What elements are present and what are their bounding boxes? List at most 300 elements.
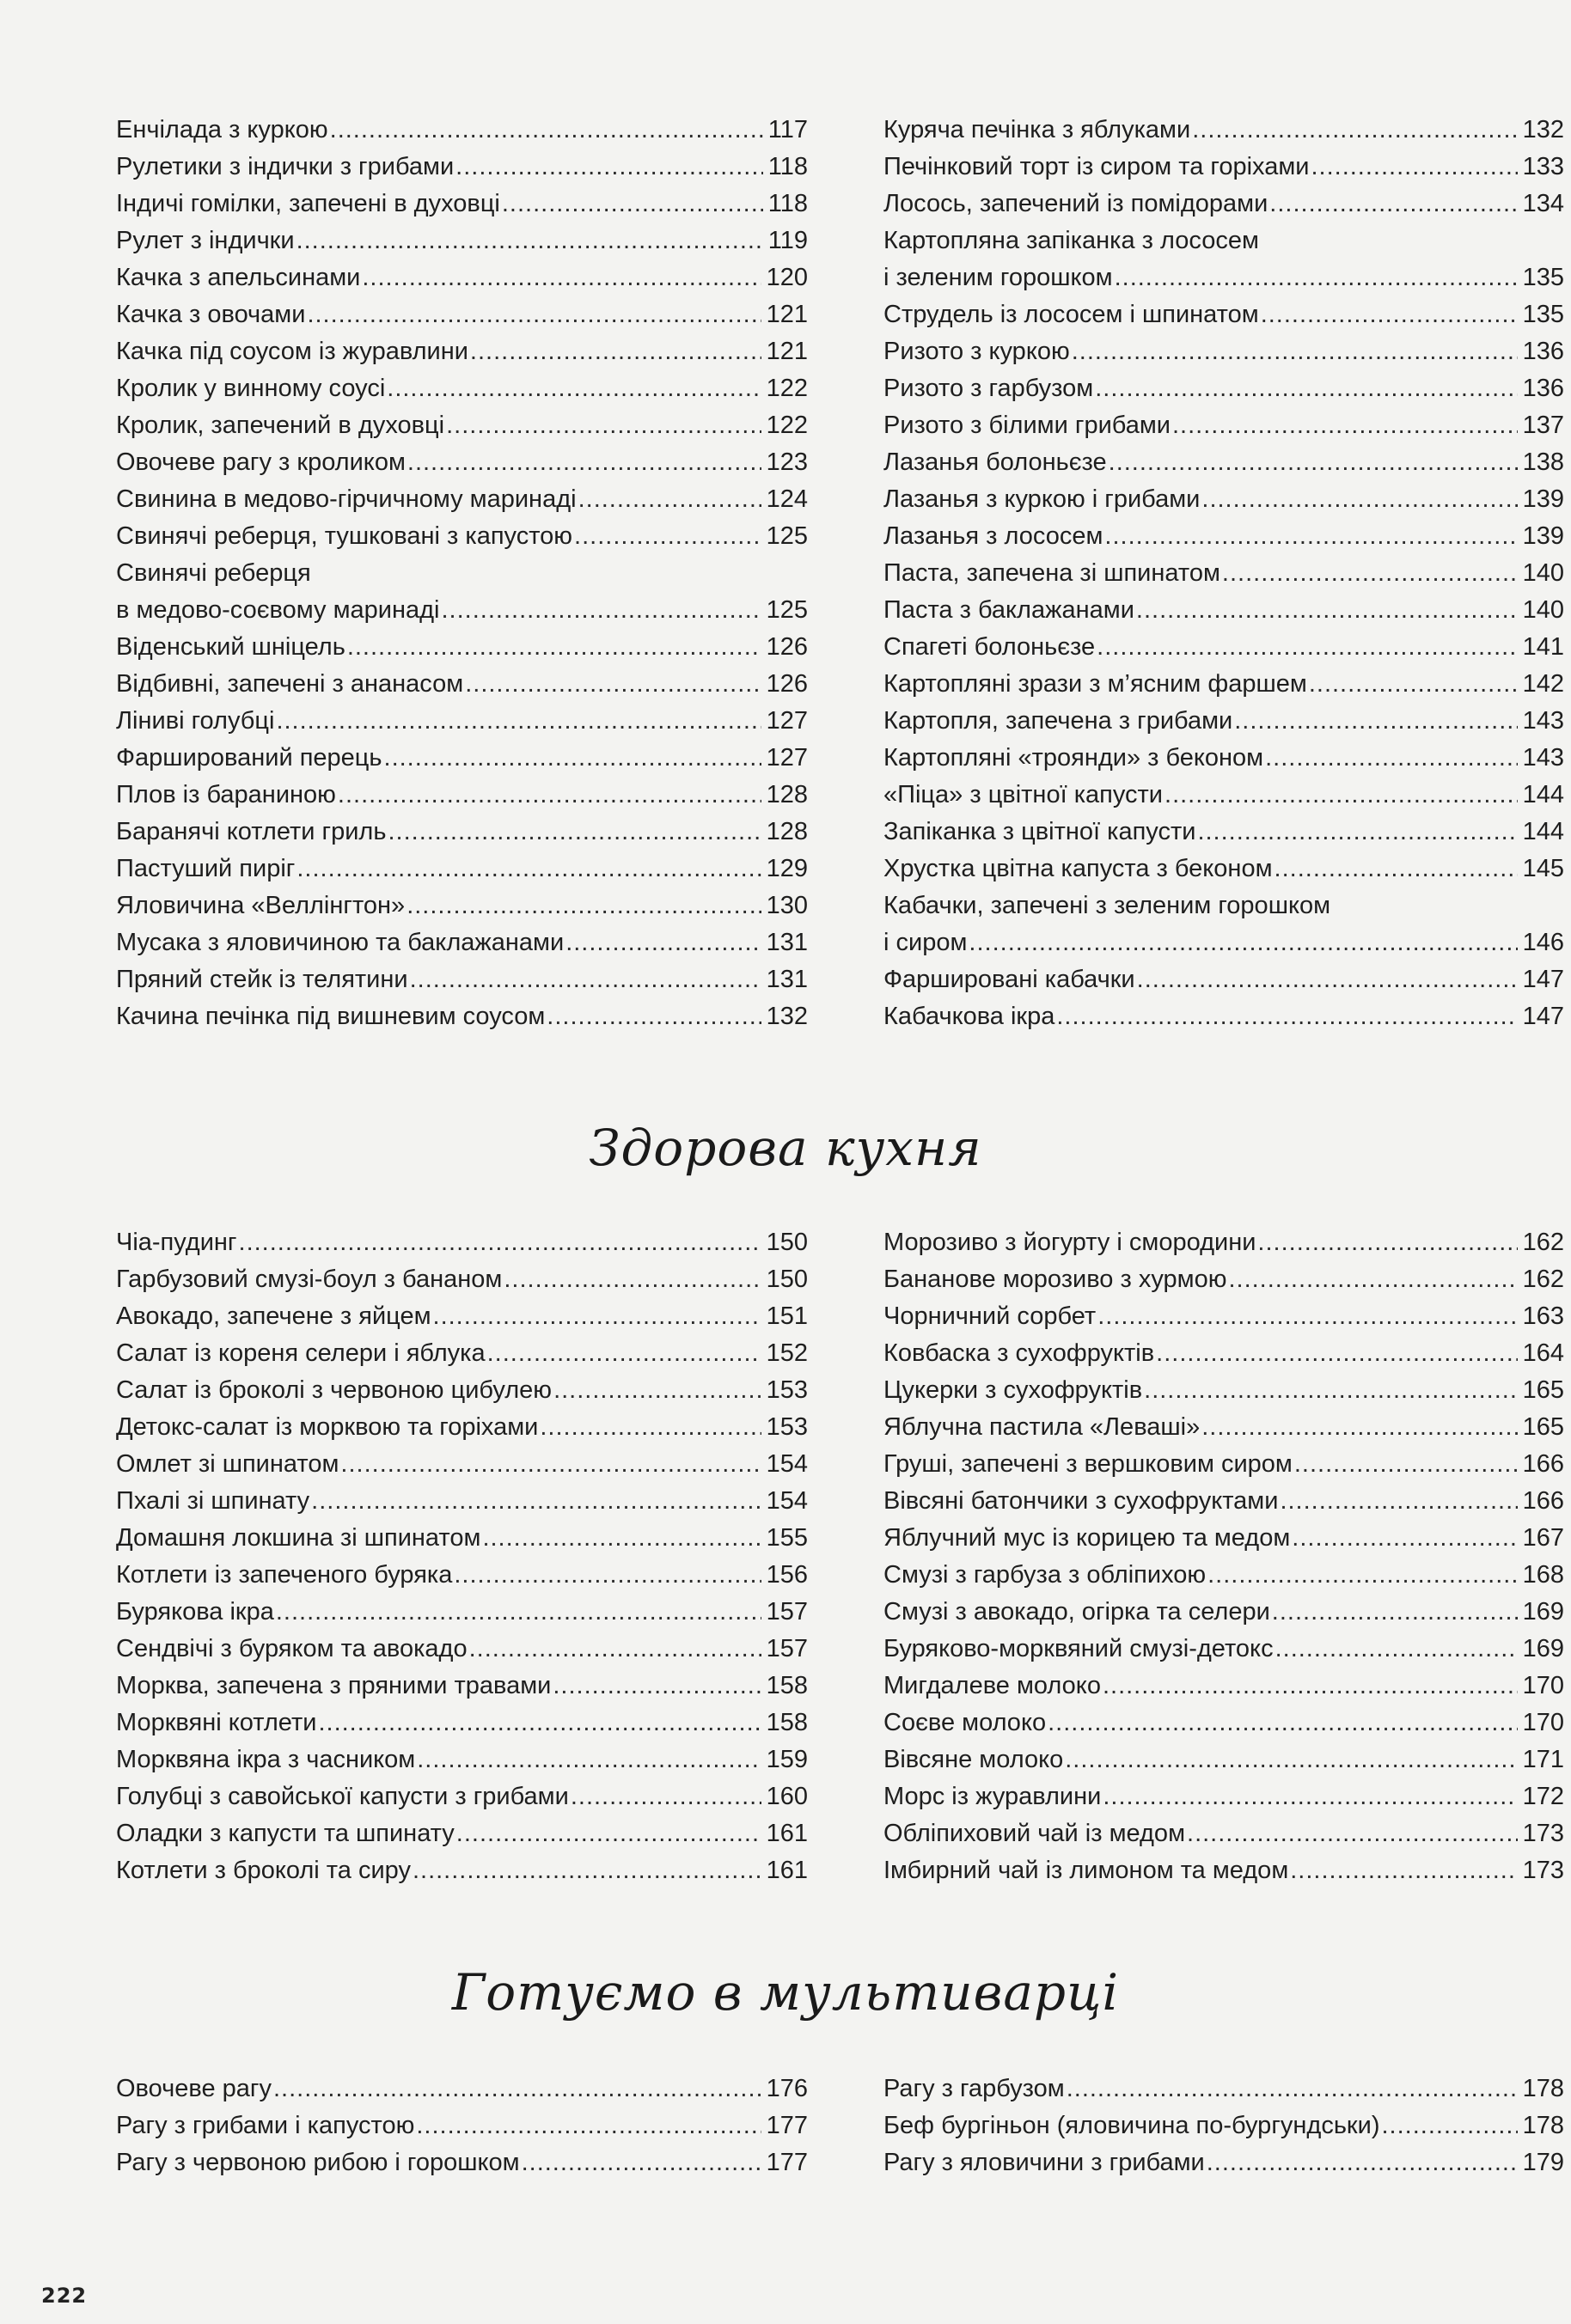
entry-page-number: 158 — [766, 1672, 808, 1699]
dot-leader — [502, 186, 763, 223]
dot-leader — [433, 1298, 761, 1335]
toc-entry — [883, 1298, 1564, 1335]
entry-page-number: 154 — [766, 1487, 808, 1515]
dot-leader — [1269, 186, 1517, 223]
entry-title-line-2: в медово-соєвому маринаді — [116, 596, 440, 624]
toc-entry — [883, 777, 1564, 814]
entry-title: Овочеве рагу з кроликом — [116, 448, 406, 476]
toc-entry — [116, 1372, 808, 1409]
toc-entry — [883, 112, 1564, 149]
entry-page-number: 160 — [766, 1783, 808, 1810]
toc-entry — [116, 666, 808, 703]
entry-title: Імбирний чай із лимоном та медом — [883, 1857, 1289, 1884]
toc-entry — [883, 1705, 1564, 1741]
entry-page-number: 127 — [766, 744, 808, 772]
dot-leader — [1280, 1483, 1517, 1520]
toc-entry — [883, 1224, 1564, 1261]
entry-title: Сендвічі з буряком та авокадо — [116, 1635, 468, 1662]
entry-title: Бурякова ікра — [116, 1598, 274, 1626]
dot-leader — [1072, 333, 1518, 370]
toc-entry — [116, 1741, 808, 1778]
entry-page-number: 131 — [766, 929, 808, 956]
toc-entry — [883, 1852, 1564, 1889]
toc-entry — [116, 149, 808, 186]
toc-entry — [116, 112, 808, 149]
entry-title: Кролик, запечений в духовці — [116, 412, 445, 439]
entry-page-number: 128 — [766, 781, 808, 808]
entry-page-number: 133 — [1522, 153, 1564, 180]
dot-leader — [1294, 1446, 1518, 1483]
toc-entry — [883, 2144, 1564, 2181]
toc-entry — [883, 186, 1564, 223]
toc-entry — [116, 407, 808, 444]
toc-entry — [883, 1409, 1564, 1446]
toc-entry — [883, 703, 1564, 740]
toc-entry — [883, 740, 1564, 777]
toc-entry — [883, 851, 1564, 888]
toc-entry — [116, 1852, 808, 1889]
entry-title: Груші, запечені з вершковим сиром — [883, 1450, 1293, 1478]
entry-title: Домашня локшина зі шпинатом — [116, 1524, 481, 1552]
entry-title: Картопляні «троянди» з беконом — [883, 744, 1264, 772]
dot-leader — [388, 814, 761, 851]
dot-leader — [571, 1778, 761, 1815]
entry-title: Фаршировані кабачки — [883, 966, 1135, 993]
dot-leader — [574, 518, 761, 555]
toc-entry — [883, 1557, 1564, 1594]
entry-page-number: 123 — [766, 448, 808, 476]
toc-entry — [116, 1261, 808, 1298]
entry-page-number: 126 — [766, 633, 808, 661]
toc-column-right — [883, 1224, 1564, 1889]
entry-page-number: 164 — [1522, 1339, 1564, 1367]
entry-title-line-1: Свинячі реберця — [116, 559, 311, 587]
entry-title: Вівсяне молоко — [883, 1746, 1064, 1773]
toc-column-left — [116, 1224, 808, 1889]
dot-leader — [1109, 444, 1518, 481]
dot-leader — [296, 851, 761, 888]
entry-title: Чорничний сорбет — [883, 1302, 1097, 1330]
toc-entry — [883, 666, 1564, 703]
toc-entry — [883, 1668, 1564, 1705]
dot-leader — [362, 259, 761, 296]
dot-leader — [446, 407, 761, 444]
dot-leader — [417, 1741, 761, 1778]
entry-title: Котлети із запеченого буряка — [116, 1561, 453, 1589]
toc-entry — [116, 777, 808, 814]
dot-leader — [1222, 555, 1518, 592]
entry-title: Яблучна пастила «Леваші» — [883, 1413, 1201, 1441]
dot-leader — [1275, 851, 1518, 888]
entry-page-number: 138 — [1522, 448, 1564, 476]
toc-entry — [116, 223, 808, 259]
entry-page-number: 150 — [766, 1266, 808, 1293]
dot-leader — [454, 1557, 761, 1594]
entry-title: Хрустка цвітна капуста з беконом — [883, 855, 1273, 882]
entry-title: Омлет зі шпинатом — [116, 1450, 339, 1478]
dot-leader — [1234, 703, 1517, 740]
entry-title: Лазанья з лососем — [883, 522, 1103, 550]
toc-entry — [116, 370, 808, 407]
dot-leader — [318, 1705, 761, 1741]
entry-title: Беф бургіньон (яловичина по-бургундськи) — [883, 2112, 1380, 2139]
entry-title: Лазанья болоньєзе — [883, 448, 1107, 476]
toc-entry — [883, 370, 1564, 407]
dot-leader — [311, 1483, 761, 1520]
toc-column-right — [883, 112, 1564, 1035]
toc-entry — [116, 888, 808, 924]
entry-title: Струдель із лососем і шпинатом — [883, 301, 1259, 328]
entry-title: Оладки з капусти та шпинату — [116, 1820, 455, 1847]
toc-entry — [883, 555, 1564, 592]
entry-title: Детокс-салат із морквою та горіхами — [116, 1413, 539, 1441]
toc-entry — [116, 481, 808, 518]
entry-title: «Піца» з цвітної капусти — [883, 781, 1164, 808]
entry-page-number: 147 — [1522, 966, 1564, 993]
dot-leader — [553, 1668, 761, 1705]
entry-title: Печінковий торт із сиром та горіхами — [883, 153, 1310, 180]
toc-entry — [116, 629, 808, 666]
entry-title: Мусака з яловичиною та баклажанами — [116, 929, 565, 956]
dot-leader — [1201, 481, 1517, 518]
entry-title: Куряча печінка з яблуками — [883, 116, 1191, 143]
dot-leader — [442, 592, 761, 629]
entry-page-number: 130 — [766, 892, 808, 919]
dot-leader — [469, 1631, 761, 1668]
entry-page-number: 140 — [1522, 596, 1564, 624]
entry-page-number: 171 — [1522, 1746, 1564, 1773]
entry-title: Пастуший пиріг — [116, 855, 296, 882]
entry-page-number: 163 — [1522, 1302, 1564, 1330]
entry-page-number: 143 — [1522, 744, 1564, 772]
dot-leader — [1257, 1224, 1517, 1261]
toc-column-left — [116, 2071, 808, 2181]
dot-leader — [1137, 961, 1518, 998]
toc-entry — [116, 998, 808, 1035]
entry-page-number: 125 — [766, 596, 808, 624]
entry-page-number: 140 — [1522, 559, 1564, 587]
toc-entry — [116, 740, 808, 777]
toc-column-left — [116, 112, 808, 1035]
entry-page-number: 161 — [766, 1820, 808, 1847]
entry-title: Чіа-пудинг — [116, 1229, 237, 1256]
toc-entry — [883, 407, 1564, 444]
dot-leader — [407, 888, 761, 924]
dot-leader — [1261, 296, 1518, 333]
entry-title: Баранячі котлети гриль — [116, 818, 387, 845]
entry-page-number: 139 — [1522, 522, 1564, 550]
heading-text: Здорова кухня — [589, 1119, 982, 1177]
section-heading-multicooker — [0, 1963, 1571, 2022]
toc-entry — [883, 629, 1564, 666]
dot-leader — [307, 296, 761, 333]
dot-leader — [1056, 998, 1517, 1035]
dot-leader — [276, 703, 761, 740]
dot-leader — [387, 370, 761, 407]
entry-title: Смузі з авокадо, огірка та селери — [883, 1598, 1270, 1626]
entry-page-number: 128 — [766, 818, 808, 845]
entry-page-number: 158 — [766, 1709, 808, 1736]
entry-title: Салат із броколі з червоною цибулею — [116, 1376, 553, 1404]
dot-leader — [416, 2107, 761, 2144]
toc-entry — [116, 186, 808, 223]
entry-title: Пхалі зі шпинату — [116, 1487, 310, 1515]
entry-page-number: 166 — [1522, 1450, 1564, 1478]
entry-page-number: 159 — [766, 1746, 808, 1773]
toc-entry — [116, 961, 808, 998]
entry-page-number: 121 — [766, 301, 808, 328]
entry-page-number: 136 — [1522, 375, 1564, 402]
dot-leader — [1115, 259, 1518, 296]
dot-leader — [1265, 740, 1517, 777]
toc-entry — [116, 814, 808, 851]
toc-entry — [116, 703, 808, 740]
dot-leader — [338, 777, 761, 814]
dot-leader — [1172, 407, 1518, 444]
entry-title: Плов із бараниною — [116, 781, 336, 808]
dot-leader — [1104, 518, 1517, 555]
entry-title: Яловичина «Веллінгтон» — [116, 892, 406, 919]
dot-leader — [1197, 814, 1517, 851]
toc-entry — [883, 1520, 1564, 1557]
entry-title: Обліпиховий чай із медом — [883, 1820, 1186, 1847]
toc-entry — [883, 1631, 1564, 1668]
entry-page-number: 166 — [1522, 1487, 1564, 1515]
entry-page-number: 132 — [1522, 116, 1564, 143]
entry-page-number: 177 — [766, 2112, 808, 2139]
entry-page-number: 124 — [766, 485, 808, 513]
entry-page-number: 170 — [1522, 1709, 1564, 1736]
toc-entry — [116, 1483, 808, 1520]
dot-leader — [1144, 1372, 1517, 1409]
toc-entry — [116, 1631, 808, 1668]
entry-title: Кролик у винному соусі — [116, 375, 386, 402]
entry-page-number: 132 — [766, 1003, 808, 1030]
dot-leader — [578, 481, 761, 518]
entry-title: Качка з овочами — [116, 301, 306, 328]
entry-page-number: 141 — [1522, 633, 1564, 661]
entry-title: Ризото з куркою — [883, 338, 1070, 365]
entry-title: Буряково-морквяний смузі-детокс — [883, 1635, 1274, 1662]
entry-page-number: 139 — [1522, 485, 1564, 513]
dot-leader — [1164, 777, 1518, 814]
toc-entry — [116, 1594, 808, 1631]
dot-leader — [239, 1224, 761, 1261]
entry-title: Котлети з броколі та сиру — [116, 1857, 411, 1884]
toc-entry — [116, 1815, 808, 1852]
entry-page-number: 119 — [767, 227, 808, 254]
entry-title: Кабачкова ікра — [883, 1003, 1055, 1030]
entry-page-number: 127 — [766, 707, 808, 735]
dot-leader — [522, 2144, 761, 2181]
entry-page-number: 137 — [1522, 412, 1564, 439]
section-heading-healthy-kitchen — [0, 1119, 1571, 1177]
entry-title: Голубці з савойської капусти з грибами — [116, 1783, 569, 1810]
entry-title: Рулетики з індички з грибами — [116, 153, 455, 180]
entry-title: Рагу з яловичини з грибами — [883, 2149, 1205, 2176]
entry-page-number: 169 — [1522, 1635, 1564, 1662]
entry-title: Морозиво з йогурту і смородини — [883, 1229, 1256, 1256]
dot-leader — [969, 924, 1517, 961]
entry-page-number: 177 — [766, 2149, 808, 2176]
entry-page-number: 143 — [1522, 707, 1564, 735]
dot-leader — [1201, 1409, 1517, 1446]
entry-page-number: 167 — [1522, 1524, 1564, 1552]
entry-page-number: 154 — [766, 1450, 808, 1478]
entry-title: Смузі з гарбуза з обліпихою — [883, 1561, 1207, 1589]
toc-entry — [116, 2107, 808, 2144]
entry-page-number: 168 — [1522, 1561, 1564, 1589]
entry-page-number: 129 — [766, 855, 808, 882]
toc-entry — [116, 1778, 808, 1815]
entry-page-number: 122 — [766, 375, 808, 402]
dot-leader — [504, 1261, 761, 1298]
toc-entry — [883, 518, 1564, 555]
dot-leader — [1067, 2071, 1518, 2107]
entry-title: Лосось, запечений із помідорами — [883, 190, 1268, 217]
toc-entry — [883, 1483, 1564, 1520]
entry-page-number: 161 — [766, 1857, 808, 1884]
toc-entry — [883, 149, 1564, 186]
entry-title: Енчілада з куркою — [116, 116, 328, 143]
toc-entry — [883, 1778, 1564, 1815]
dot-leader — [384, 740, 761, 777]
dot-leader — [470, 333, 761, 370]
entry-page-number: 147 — [1522, 1003, 1564, 1030]
dot-leader — [465, 666, 761, 703]
dot-leader — [456, 1815, 761, 1852]
entry-page-number: 144 — [1522, 781, 1564, 808]
entry-title: Морс із журавлини — [883, 1783, 1102, 1810]
entry-title: Рулет з індички — [116, 227, 295, 254]
toc-entry — [116, 1224, 808, 1261]
toc-entry — [883, 2107, 1564, 2144]
entry-title: Паста, запечена зі шпинатом — [883, 559, 1220, 587]
page-number: 222 — [41, 2284, 88, 2308]
dot-leader — [407, 444, 761, 481]
entry-page-number: 172 — [1522, 1783, 1564, 1810]
entry-title: Ризото з гарбузом — [883, 375, 1094, 402]
entry-title: Качина печінка під вишневим соусом — [116, 1003, 546, 1030]
toc-entry — [116, 333, 808, 370]
toc-entry — [883, 998, 1564, 1035]
entry-title: Рагу з гарбузом — [883, 2075, 1065, 2102]
entry-page-number: 134 — [1522, 190, 1564, 217]
entry-title: Ліниві голубці — [116, 707, 275, 735]
entry-title-line-1: Картопляна запіканка з лососем — [883, 227, 1259, 254]
toc-entry — [883, 1261, 1564, 1298]
toc-entry — [116, 851, 808, 888]
entry-page-number: 136 — [1522, 338, 1564, 365]
dot-leader — [1381, 2107, 1517, 2144]
entry-page-number: 153 — [766, 1376, 808, 1404]
entry-title: Паста з баклажанами — [883, 596, 1134, 624]
dot-leader — [276, 1594, 761, 1631]
entry-page-number: 135 — [1522, 301, 1564, 328]
entry-title: Овочеве рагу — [116, 2075, 272, 2102]
entry-page-number: 173 — [1522, 1857, 1564, 1884]
entry-title: Лазанья з куркою і грибами — [883, 485, 1201, 513]
entry-title: Авокадо, запечене з яйцем — [116, 1302, 431, 1330]
entry-title: Віденський шніцель — [116, 633, 345, 661]
entry-page-number: 157 — [766, 1635, 808, 1662]
entry-page-number: 121 — [766, 338, 808, 365]
entry-title: Пряний стейк із телятини — [116, 966, 408, 993]
entry-title: Рагу з червоною рибою і горошком — [116, 2149, 520, 2176]
toc-entry — [883, 1594, 1564, 1631]
dot-leader — [1275, 1631, 1518, 1668]
entry-title: Яблучний мус із корицею та медом — [883, 1524, 1291, 1552]
entry-title: Рагу з грибами і капустою — [116, 2112, 415, 2139]
entry-title-line-2: і сиром — [883, 929, 968, 956]
dot-leader — [1103, 1778, 1517, 1815]
dot-leader — [565, 924, 761, 961]
entry-page-number: 151 — [766, 1302, 808, 1330]
entry-title-line-1: Кабачки, запечені з зеленим горошком — [883, 892, 1331, 919]
entry-title: Фарширований перець — [116, 744, 382, 772]
entry-page-number: 176 — [766, 2075, 808, 2102]
dot-leader — [347, 629, 761, 666]
toc-entry — [883, 888, 1564, 961]
toc-entry — [116, 555, 808, 629]
entry-page-number: 169 — [1522, 1598, 1564, 1626]
entry-page-number: 170 — [1522, 1672, 1564, 1699]
toc-entry — [883, 1741, 1564, 1778]
entry-title-line-2: і зеленим горошком — [883, 264, 1113, 291]
entry-page-number: 135 — [1522, 264, 1564, 291]
entry-page-number: 126 — [766, 670, 808, 698]
toc-entry — [116, 2071, 808, 2107]
toc-entry — [883, 814, 1564, 851]
entry-page-number: 145 — [1522, 855, 1564, 882]
entry-title: Відбивні, запечені з ананасом — [116, 670, 464, 698]
dot-leader — [487, 1335, 761, 1372]
toc-entry — [883, 223, 1564, 296]
entry-page-number: 118 — [767, 153, 808, 180]
toc-entry — [116, 444, 808, 481]
heading-text: Готуємо в мультиварці — [451, 1963, 1120, 2022]
entry-title: Морква, запечена з пряними травами — [116, 1672, 552, 1699]
dot-leader — [1097, 629, 1517, 666]
dot-leader — [1309, 666, 1518, 703]
dot-leader — [1290, 1852, 1517, 1889]
dot-leader — [1192, 112, 1517, 149]
entry-page-number: 157 — [766, 1598, 808, 1626]
toc-entry — [883, 1372, 1564, 1409]
toc-entry — [883, 2071, 1564, 2107]
entry-title: Свинина в медово-гірчичному маринаді — [116, 485, 577, 513]
toc-column-right — [883, 2071, 1564, 2181]
dot-leader — [482, 1520, 761, 1557]
dot-leader — [413, 1852, 761, 1889]
dot-leader — [1187, 1815, 1518, 1852]
entry-page-number: 162 — [1522, 1229, 1564, 1256]
toc-entry — [883, 1335, 1564, 1372]
dot-leader — [1048, 1705, 1518, 1741]
entry-title: Морквяна ікра з часником — [116, 1746, 416, 1773]
entry-page-number: 125 — [766, 522, 808, 550]
toc-entry — [883, 444, 1564, 481]
toc-entry — [883, 333, 1564, 370]
entry-title: Гарбузовий смузі-боул з бананом — [116, 1266, 503, 1293]
dot-leader — [1065, 1741, 1517, 1778]
dot-leader — [553, 1372, 761, 1409]
entry-page-number: 152 — [766, 1339, 808, 1367]
toc-entry — [116, 1446, 808, 1483]
dot-leader — [1272, 1594, 1518, 1631]
toc-entry — [116, 1520, 808, 1557]
dot-leader — [547, 998, 761, 1035]
